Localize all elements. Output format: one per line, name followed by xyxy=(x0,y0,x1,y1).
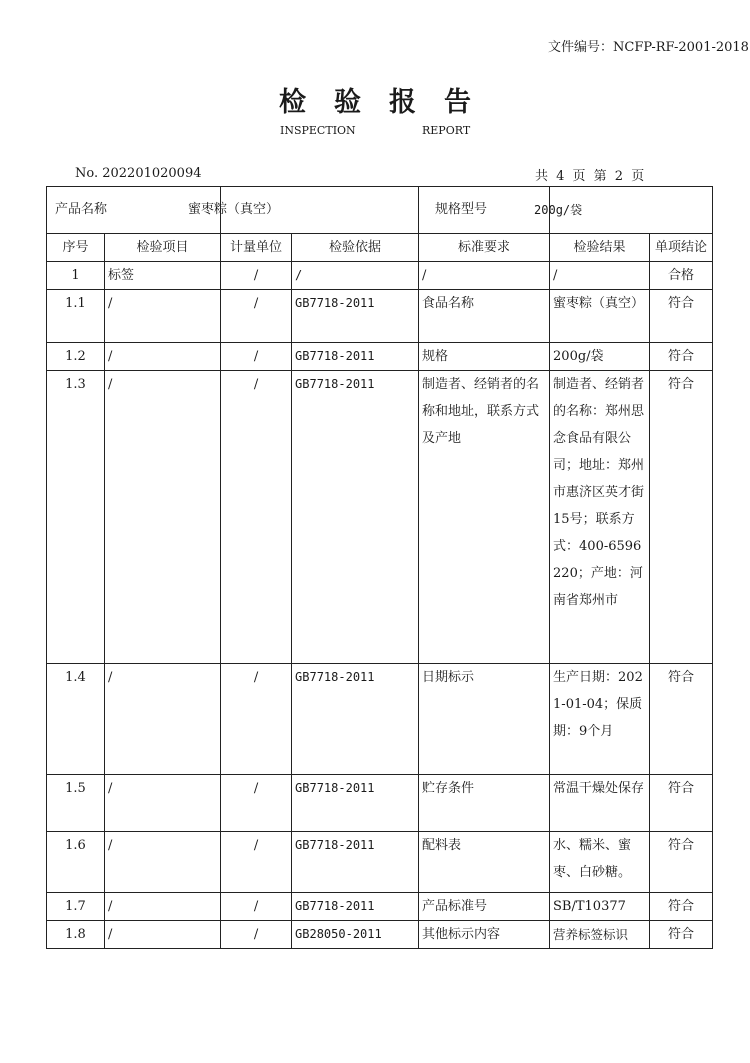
table-header xyxy=(47,234,713,262)
spec-value xyxy=(534,187,713,234)
row-item: / xyxy=(105,343,221,371)
row-item: / xyxy=(105,290,221,343)
table-row xyxy=(47,262,713,290)
spec-label: 规格型号 xyxy=(419,187,550,234)
file-number: 文件编号：NCFP-RF-2001-2018 xyxy=(548,40,749,55)
column-header: 标准要求 xyxy=(419,234,550,262)
spec-text: 200g/袋 xyxy=(534,203,583,217)
row-unit: / xyxy=(221,371,292,664)
row-item: / xyxy=(105,664,221,775)
row-conclusion: 符合 xyxy=(650,893,713,921)
column-header: 检验依据 xyxy=(292,234,419,262)
table-row xyxy=(47,371,713,664)
product-name-label: 产品名称 xyxy=(47,187,221,234)
row-number: 1.4 xyxy=(47,664,105,775)
inspection-table xyxy=(46,186,713,949)
row-result: 水、糯米、蜜枣、白砂糖。 xyxy=(550,832,650,893)
row-number: 1 xyxy=(47,262,105,290)
row-unit: / xyxy=(221,893,292,921)
table-row xyxy=(47,290,713,343)
row-number: 1.2 xyxy=(47,343,105,371)
row-conclusion: 符合 xyxy=(650,343,713,371)
subtitle-report: REPORT xyxy=(422,124,471,137)
column-header: 单项结论 xyxy=(650,234,713,262)
row-number: 1.8 xyxy=(47,921,105,949)
row-conclusion: 符合 xyxy=(650,775,713,832)
row-basis: GB7718-2011 xyxy=(292,371,419,664)
row-requirement: 其他标示内容 xyxy=(419,921,550,949)
row-item: / xyxy=(105,775,221,832)
row-requirement: 日期标示 xyxy=(419,664,550,775)
row-number: 1.5 xyxy=(47,775,105,832)
row-item: / xyxy=(105,371,221,664)
report-number: No. 202201020094 xyxy=(75,166,202,181)
product-name-text: 蜜枣粽（真空） xyxy=(188,202,280,217)
row-result: / xyxy=(550,262,650,290)
row-basis: GB7718-2011 xyxy=(292,343,419,371)
row-requirement: 食品名称 xyxy=(419,290,550,343)
subtitle-inspection: INSPECTION xyxy=(280,124,356,137)
table-row xyxy=(47,893,713,921)
column-header: 序号 xyxy=(47,234,105,262)
product-name-value xyxy=(188,187,419,234)
product-info xyxy=(47,187,713,234)
table-row xyxy=(47,832,713,893)
row-unit: / xyxy=(221,775,292,832)
row-result: 蜜枣粽（真空） xyxy=(550,290,650,343)
row-unit: / xyxy=(221,921,292,949)
row-result: 200g/袋 xyxy=(550,343,650,371)
row-unit: / xyxy=(221,832,292,893)
column-header: 检验结果 xyxy=(550,234,650,262)
row-basis: / xyxy=(292,262,419,290)
row-basis: GB7718-2011 xyxy=(292,775,419,832)
table-row xyxy=(47,775,713,832)
row-result: 生产日期：2021-01-04；保质期：9个月 xyxy=(550,664,650,775)
table-row xyxy=(47,921,713,949)
row-conclusion: 符合 xyxy=(650,290,713,343)
row-conclusion: 符合 xyxy=(650,371,713,664)
row-unit: / xyxy=(221,664,292,775)
row-basis: GB7718-2011 xyxy=(292,832,419,893)
row-basis: GB7718-2011 xyxy=(292,664,419,775)
row-conclusion: 符合 xyxy=(650,921,713,949)
row-result: 常温干燥处保存 xyxy=(550,775,650,832)
row-result: 制造者、经销者的名称：郑州思念食品有限公司；地址：郑州市惠济区英才街15号；联系方式：400-6596220；产地：河南省郑州市 xyxy=(550,371,650,664)
row-requirement: 贮存条件 xyxy=(419,775,550,832)
table-body xyxy=(47,262,713,949)
page-info: 共 4 页 第 2 页 xyxy=(535,169,645,184)
row-requirement: 产品标准号 xyxy=(419,893,550,921)
row-number: 1.3 xyxy=(47,371,105,664)
table-row xyxy=(47,664,713,775)
row-requirement: 配料表 xyxy=(419,832,550,893)
table-row xyxy=(47,343,713,371)
row-conclusion: 合格 xyxy=(650,262,713,290)
row-number: 1.7 xyxy=(47,893,105,921)
row-item: / xyxy=(105,921,221,949)
row-item: 标签 xyxy=(105,262,221,290)
row-unit: / xyxy=(221,290,292,343)
column-header: 检验项目 xyxy=(105,234,221,262)
row-unit: / xyxy=(221,262,292,290)
row-result: 营养标签标识 xyxy=(550,921,650,949)
row-unit: / xyxy=(221,343,292,371)
row-basis: GB7718-2011 xyxy=(292,290,419,343)
row-requirement: / xyxy=(419,262,550,290)
row-requirement: 规格 xyxy=(419,343,550,371)
row-result: SB/T10377 xyxy=(550,893,650,921)
row-basis: GB28050-2011 xyxy=(292,921,419,949)
row-item: / xyxy=(105,832,221,893)
row-number: 1.6 xyxy=(47,832,105,893)
column-header: 计量单位 xyxy=(221,234,292,262)
row-conclusion: 符合 xyxy=(650,664,713,775)
row-item: / xyxy=(105,893,221,921)
row-conclusion: 符合 xyxy=(650,832,713,893)
row-number: 1.1 xyxy=(47,290,105,343)
row-basis: GB7718-2011 xyxy=(292,893,419,921)
row-requirement: 制造者、经销者的名称和地址，联系方式及产地 xyxy=(419,371,550,664)
report-title: 检验报告 xyxy=(279,87,499,118)
